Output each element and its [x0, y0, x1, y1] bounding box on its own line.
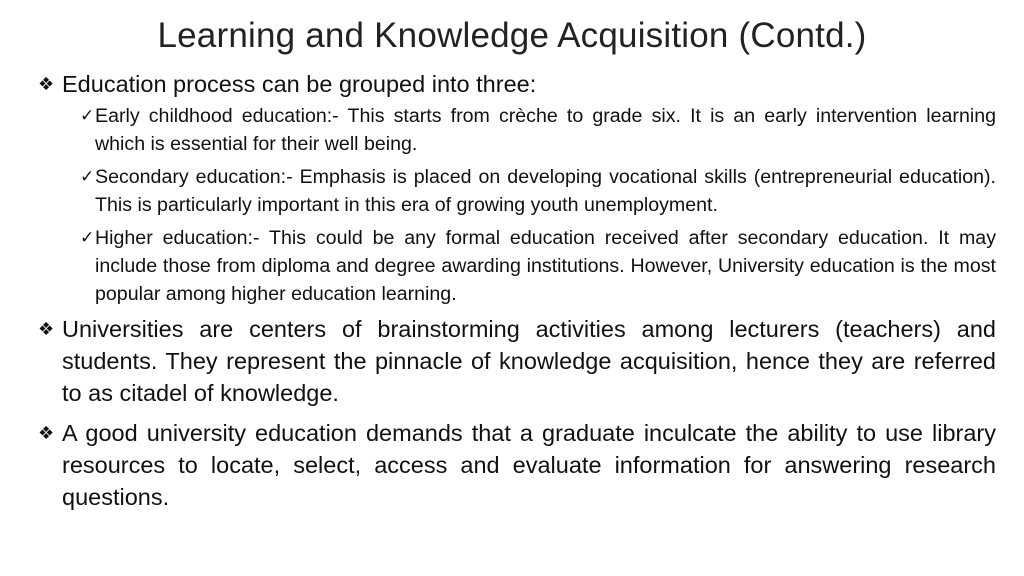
- checkmark-bullet-icon: ✓: [80, 228, 95, 247]
- sub-bullet-text: Secondary education:- Emphasis is placed on developing vocational skills (entrepreneurial education). This is particularly important in this era of growing youth unemployment.: [95, 166, 996, 216]
- checkmark-bullet-icon: ✓: [80, 106, 95, 125]
- bullet-text: Universities are centers of brainstorming activities among lecturers (teachers) and students. They represent the pinnacle of knowledge acquisition, hence they are referred to as citadel of knowledge.: [62, 316, 996, 406]
- slide-title: Learning and Knowledge Acquisition (Contd.): [157, 16, 867, 55]
- bullet-text: Education process can be grouped into three:: [62, 71, 537, 97]
- diamond-bullet-icon: ❖: [38, 74, 55, 94]
- diamond-bullet-icon: ❖: [38, 423, 55, 443]
- bullet-university-education: [38, 417, 996, 513]
- sub-bullet-text: Early childhood education:- This starts from crèche to grade six. It is an early intervention learning which is essential for their well being.: [95, 105, 996, 155]
- slide-content: [38, 68, 996, 521]
- diamond-bullet-icon: ❖: [38, 319, 55, 339]
- sub-bullet-secondary: [80, 163, 996, 219]
- sub-bullet-early-childhood: [80, 102, 996, 158]
- education-levels-list: [38, 102, 996, 308]
- checkmark-bullet-icon: ✓: [80, 167, 95, 186]
- bullet-text: A good university education demands that a graduate inculcate the ability to use library resources to locate, select, access and evaluate information for answering research questions.: [62, 420, 996, 510]
- sub-bullet-higher: [80, 224, 996, 308]
- bullet-education-process: [38, 68, 996, 100]
- sub-bullet-text: Higher education:- This could be any formal education received after secondary education. It may include those from diploma and degree awarding institutions. However, University education is the most popular among higher education learning.: [95, 227, 996, 305]
- bullet-universities: [38, 313, 996, 409]
